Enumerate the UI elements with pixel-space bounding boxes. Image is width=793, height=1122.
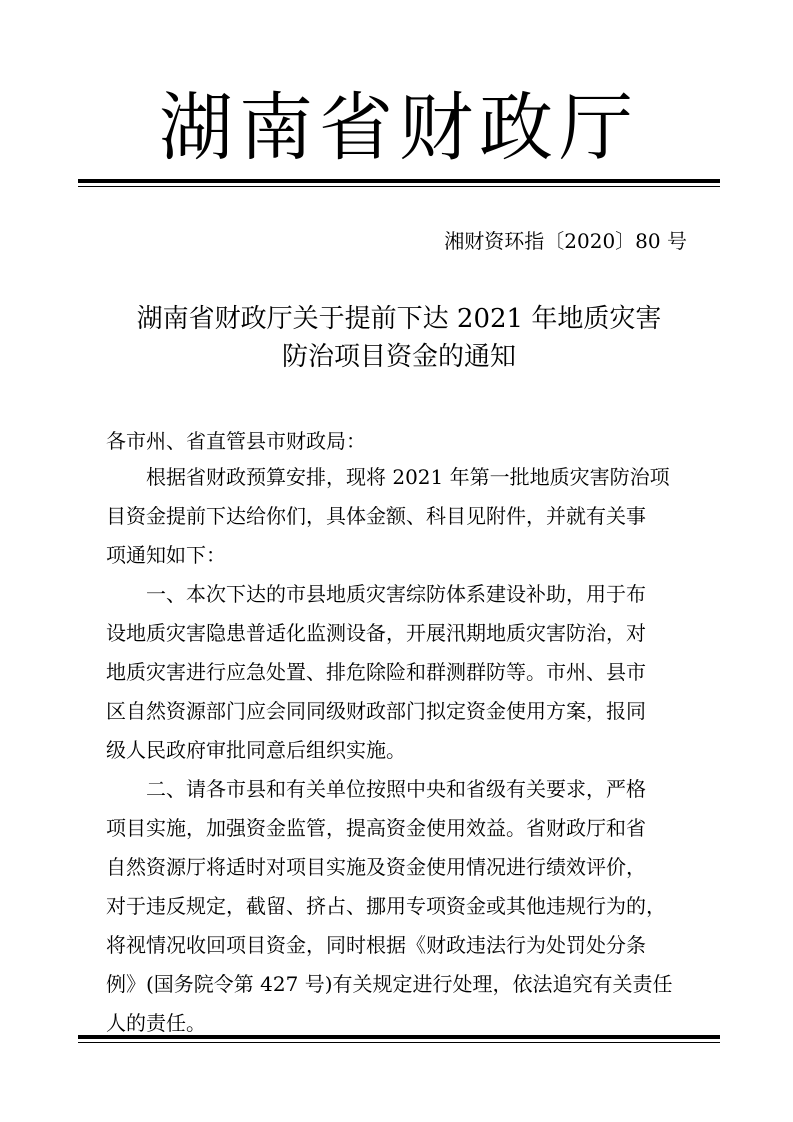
masthead-rule-thick [78, 179, 720, 183]
footer-rule-thin [78, 1042, 720, 1043]
paragraph-line: 目资金提前下达给你们，具体金额、科目见附件，并就有关事 [106, 504, 646, 528]
paragraph-item-2 [106, 770, 694, 1043]
footer-rule-thick [78, 1035, 720, 1039]
salutation: 各市州、省直管县市财政局： [106, 429, 366, 453]
paragraph-line: 项通知如下： [106, 543, 226, 567]
paragraph-line: 根据省财政预算安排，现将 2021 年第一批地质灾害防治项 [146, 465, 670, 489]
paragraph-line: 自然资源厅将适时对项目实施及资金使用情况进行绩效评价， [106, 855, 646, 879]
paragraph-line: 二、请各市县和有关单位按照中央和省级有关要求，严格 [146, 777, 646, 801]
notice-body [106, 458, 694, 1043]
paragraph-line: 地质灾害进行应急处置、排危除险和群测群防等。市州、县市 [106, 660, 646, 684]
paragraph-line: 区自然资源部门应会同同级财政部门拟定资金使用方案，报同 [106, 699, 646, 723]
notice-title-line-1: 湖南省财政厅关于提前下达 2021 年地质灾害 [136, 304, 662, 334]
paragraph-line: 将视情况收回项目资金，同时根据《财政违法行为处罚处分条 [106, 933, 646, 957]
paragraph-line: 例》(国务院令第 427 号)有关规定进行处理，依法追究有关责任 [106, 972, 673, 996]
paragraph-line: 人的责任。 [106, 1011, 206, 1035]
paragraph-line: 级人民政府审批同意后组织实施。 [106, 738, 406, 762]
masthead-title: 湖南省财政厅 [159, 85, 639, 171]
paragraph-line: 项目实施，加强资金监管，提高资金使用效益。省财政厅和省 [106, 816, 646, 840]
masthead-rule-thin [78, 186, 720, 187]
paragraph-item-1 [106, 575, 694, 770]
paragraph-intro [106, 458, 694, 575]
paragraph-line: 对于违反规定，截留、挤占、挪用专项资金或其他违规行为的， [106, 894, 666, 918]
notice-title-line-2: 防治项目资金的通知 [281, 342, 516, 372]
paragraph-line: 一、本次下达的市县地质灾害综防体系建设补助，用于布 [146, 582, 646, 606]
document-number: 湘财资环指〔2020〕80 号 [444, 229, 687, 253]
notice-title [78, 300, 720, 376]
paragraph-line: 设地质灾害隐患普适化监测设备，开展汛期地质灾害防治，对 [106, 621, 646, 645]
